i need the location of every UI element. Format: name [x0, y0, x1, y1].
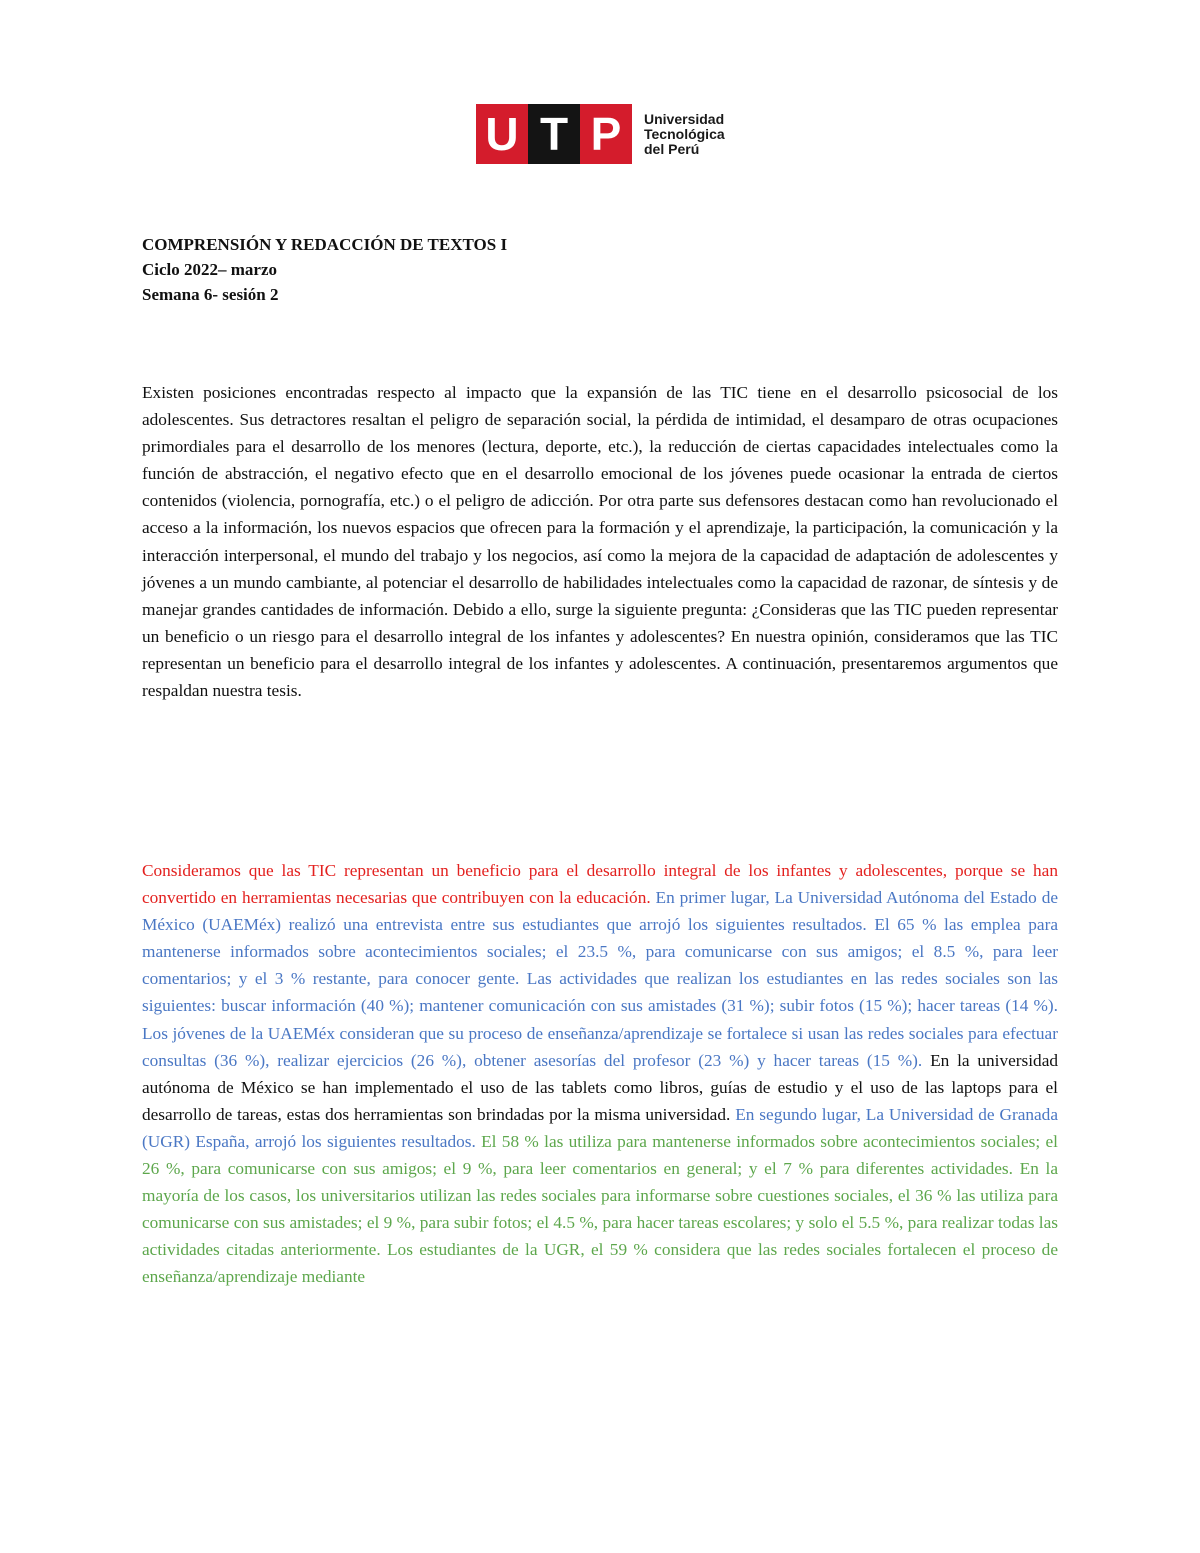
logo-name-line: Universidad — [644, 110, 725, 127]
intro-paragraph: Existen posiciones encontradas respecto al impacto que la expansión de las TIC tiene en el desarrollo psicosocial de los adolescentes. Sus detractores resaltan el peligro de separación social, la pérdida de intimidad, el desamparo de otras ocupaciones primordiales para el desarrollo de los menores (lectura, deporte, etc.), la reducción de ciertas capacidades intelectuales como la función de abstracción, el negativo efecto que en el desarrollo emocional de los jóvenes puede ocasionar la entrada de ciertos contenidos (violencia, pornografía, etc.) o el peligro de adicción. Por otra parte sus defensores destacan como han revolucionado el acceso a la información, los nuevos espacios que ofrecen para la formación y el aprendizaje, la participación, la comunicación y la interacción interpersonal, el mundo del trabajo y los negocios, así como la mejora de la capacidad de adaptación de adolescentes y jóvenes a un mundo cambiante, al potenciar el desarrollo de habilidades intelectuales como la capacidad de razonar, de síntesis y de manejar grandes cantidades de información. Debido a ello, surge la siguiente pregunta: ¿Consideras que las TIC pueden representar un beneficio o un riesgo para el desarrollo integral de los infantes y adolescentes? En nuestra opinión, consideramos que las TIC representan un beneficio para el desarrollo integral de los infantes y adolescentes. A continuación, presentaremos argumentos que respaldan nuestra tesis. — [142, 383, 1058, 701]
week-session-label: Semana 6- sesión 2 — [142, 285, 279, 304]
first-argument-data: El 65 % las emplea para mantenerse informados sobre acontecimientos sociales; el 23.5 %, para comunicarse con sus amigos; el 8.5 %, para leer comentarios; y el 3 % restante, para conocer gente. Las actividades que realizan los estudiantes en las redes sociales son las siguientes: buscar información (40 %); mantener comunicación con sus amistades (31 %); subir fotos (15 %); hacer tareas (14 %). Los jóvenes de la UAEMéx consideran que su proceso de enseñanza/aprendizaje se fortalece si usan las redes sociales para efectuar consultas (36 %), realizar ejercicios (26 %), obtener asesorías del profesor (23 %) y hacer tareas (15 %). — [142, 915, 1059, 1070]
course-title: COMPRENSIÓN Y REDACCIÓN DE TEXTOS I — [142, 235, 508, 254]
logo-name-line: Tecnológica — [644, 125, 725, 142]
logo-letter-u: U — [476, 104, 528, 164]
cycle-label: Ciclo 2022– marzo — [142, 260, 278, 279]
logo-university-name — [644, 112, 725, 157]
first-argument-extra: En la universidad autónoma de México se han implementado el uso de las tablets como libros, guías de estudio y el uso de las laptops para el desarrollo de tareas, estas dos herramientas son brindadas por la misma universidad. — [142, 1050, 1059, 1124]
thesis-sentence: Consideramos que las TIC representan un beneficio para el desarrollo integral de los infantes y adolescentes, porque se han convertido en herramientas necesarias que contribuyen con la educación. — [142, 861, 1058, 908]
first-argument-intro: En primer lugar, La Universidad Autónoma del Estado de México (UAEMéx) realizó una entrevista entre sus estudiantes que arrojó los siguientes resultados. — [142, 888, 1059, 935]
logo-name-line: del Perú — [644, 140, 700, 157]
argument-paragraph — [142, 857, 1058, 1291]
document-header — [142, 232, 507, 307]
logo-letter-p: P — [580, 104, 632, 164]
utp-logo — [476, 104, 725, 164]
logo-letter-t: T — [528, 104, 580, 164]
second-argument-data: El 58 % las utiliza para mantenerse informados sobre acontecimientos sociales; el 26 %, para comunicarse con sus amigos; el 9 %, para leer comentarios en general; y el 7 % para diferentes actividades. En la mayoría de los casos, los universitarios utilizan las redes sociales para informarse sobre cuestiones sociales, el 36 % las utiliza para comunicarse con sus amistades; el 9 %, para subir fotos; el 4.5 %, para hacer tareas escolares; y solo el 5.5 %, para realizar todas las actividades citadas anteriormente. Los estudiantes de la UGR, el 59 % considera que las redes sociales fortalecen el proceso de enseñanza/aprendizaje mediante — [142, 1131, 1058, 1287]
second-argument-intro: En segundo lugar, La Universidad de Granada (UGR) España, arrojó los siguientes resultados. — [142, 1104, 1058, 1151]
